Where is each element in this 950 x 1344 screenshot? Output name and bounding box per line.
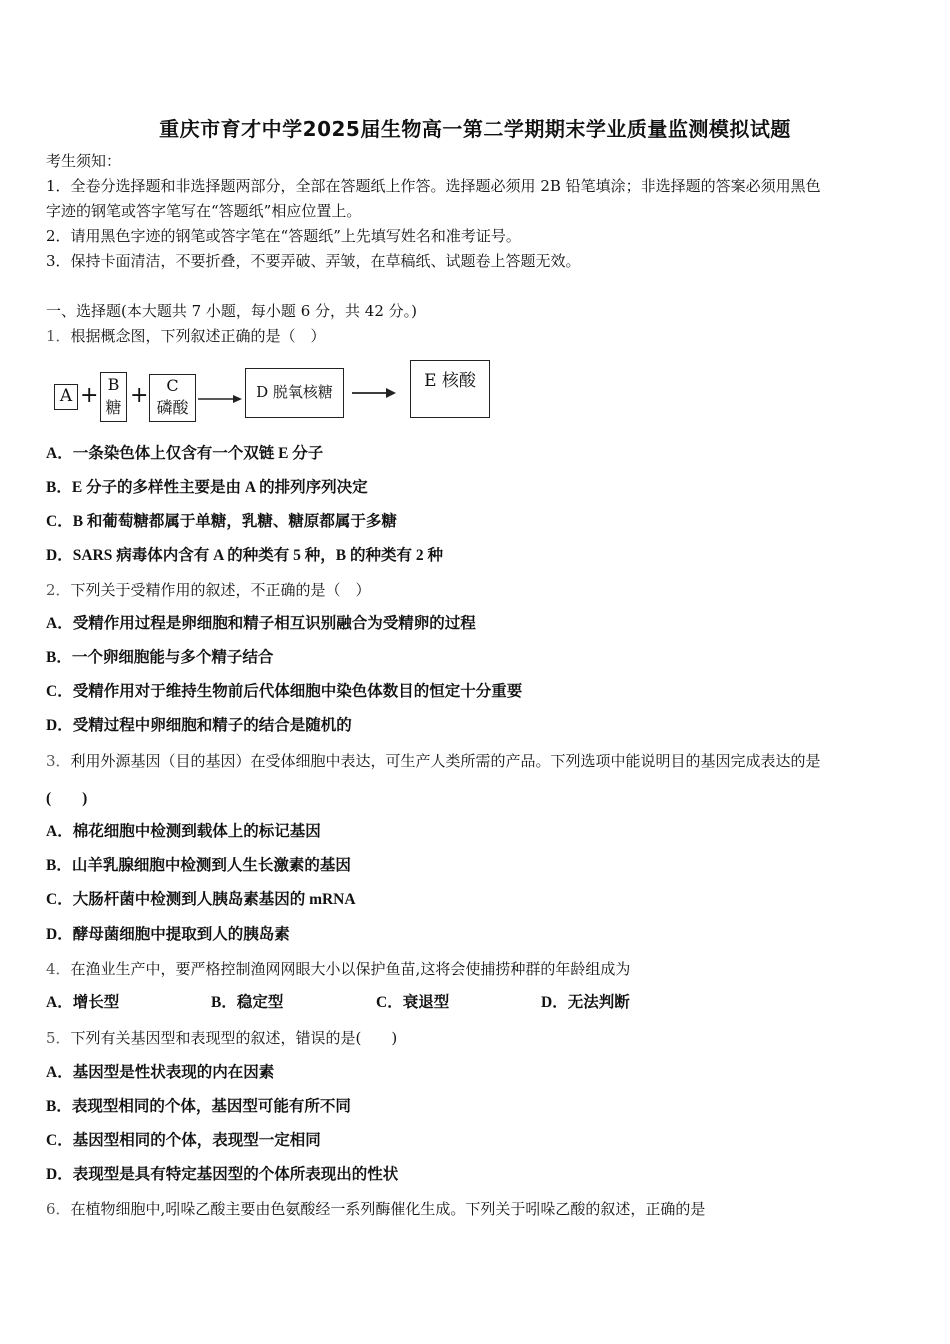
page-title: 重庆市育才中学2025届生物高一第二学期期末学业质量监测模拟试题: [159, 117, 791, 141]
box-c-sublabel: 磷酸: [156, 398, 189, 417]
question-stem: 根据概念图，下列叙述正确的是（ ）: [70, 327, 326, 345]
option-d: D．受精过程中卵细胞和精子的结合是随机的: [46, 717, 352, 734]
option-c: C．B 和葡萄糖都属于单糖，乳糖、糖原都属于多糖: [46, 513, 397, 530]
options-row: [46, 993, 906, 1013]
question-number: 6．: [46, 1200, 71, 1218]
diagram-box-c: [149, 374, 196, 422]
question-1: [46, 326, 326, 346]
question-number: 3．: [46, 752, 71, 770]
notice-item-2: 2．请用黑色字迹的钢笔或答字笔在“答题纸”上先填写姓名和准考证号。: [46, 227, 521, 245]
option-b: B．E 分子的多样性主要是由 A 的排列序列决定: [46, 479, 368, 496]
question-number: 5．: [46, 1029, 71, 1047]
option-a: A．棉花细胞中检测到载体上的标记基因: [46, 823, 321, 840]
option-d: D．表现型是具有特定基因型的个体所表现出的性状: [46, 1166, 399, 1183]
notice-item-1-cont: 字迹的钢笔或答字笔写在“答题纸”相应位置上。: [46, 202, 362, 220]
section-heading: 一、选择题(本大题共 7 小题，每小题 6 分，共 42 分。): [46, 302, 417, 320]
option-c: C．基因型相同的个体，表现型一定相同: [46, 1132, 321, 1149]
option-a: A．基因型是性状表现的内在因素: [46, 1064, 275, 1081]
option-d: D．无法判断: [541, 994, 630, 1011]
diagram-box-e: E 核酸: [410, 360, 490, 418]
option-a: A．一条染色体上仅含有一个双链 E 分子: [46, 445, 324, 462]
option-b: B．一个卵细胞能与多个精子结合: [46, 649, 274, 666]
option-d: D．酵母菌细胞中提取到人的胰岛素: [46, 926, 290, 943]
option-c: C．衰退型: [376, 994, 450, 1011]
diagram-box-d: D 脱氧核糖: [245, 368, 344, 418]
question-stem: 利用外源基因（目的基因）在受体细胞中表达，可生产人类所需的产品。下列选项中能说明目的基因完成表达的是: [70, 752, 821, 770]
question-6: [46, 1199, 705, 1219]
arrow-icon: [196, 392, 244, 406]
question-stem: 下列有关基因型和表现型的叙述，错误的是( ): [70, 1029, 398, 1047]
box-b-sublabel: 糖: [105, 398, 122, 417]
diagram-box-a: A: [54, 384, 78, 410]
plus-sign: +: [80, 383, 99, 408]
question-number: 1．: [46, 327, 71, 345]
question-stem: 在渔业生产中，要严格控制渔网网眼大小以保护鱼苗,这将会使捕捞种群的年龄组成为: [70, 960, 631, 978]
box-c-label: C: [166, 376, 179, 395]
option-d: D．SARS 病毒体内含有 A 的种类有 5 种，B 的种类有 2 种: [46, 547, 443, 564]
question-stem: 下列关于受精作用的叙述，不正确的是（ ）: [70, 581, 371, 599]
question-number: 2．: [46, 581, 71, 599]
question-2: [46, 580, 371, 600]
concept-diagram: [52, 358, 502, 428]
question-4: [46, 959, 630, 979]
option-b: B．山羊乳腺细胞中检测到人生长激素的基因: [46, 857, 351, 874]
notice-item-1: 1．全卷分选择题和非选择题两部分，全部在答题纸上作答。选择题必须用 2B 铅笔填涂；非选择题的答案必须用黑色: [46, 177, 821, 195]
plus-sign: +: [130, 383, 149, 408]
question-number: 4．: [46, 960, 71, 978]
notice-heading: 考生须知：: [46, 152, 122, 170]
answer-blank: ( ): [46, 790, 88, 807]
option-a: A．增长型: [46, 994, 120, 1011]
option-b: B．稳定型: [211, 994, 284, 1011]
question-stem: 在植物细胞中,吲哚乙酸主要由色氨酸经一系列酶催化生成。下列关于吲哚乙酸的叙述，正确的是: [70, 1200, 706, 1218]
option-a: A．受精作用过程是卵细胞和精子相互识别融合为受精卵的过程: [46, 615, 476, 632]
notice-item-3: 3．保持卡面清洁，不要折叠，不要弄破、弄皱，在草稿纸、试题卷上答题无效。: [46, 252, 581, 270]
arrow-icon: [350, 386, 398, 400]
option-b: B．表现型相同的个体，基因型可能有所不同: [46, 1098, 351, 1115]
option-c: C．受精作用对于维持生物前后代体细胞中染色体数目的恒定十分重要: [46, 683, 523, 700]
diagram-box-b: [100, 372, 127, 422]
option-c: C．大肠杆菌中检测到人胰岛素基因的 mRNA: [46, 891, 356, 908]
question-5: [46, 1028, 397, 1048]
question-3: [46, 751, 821, 771]
box-b-label: B: [107, 375, 120, 394]
